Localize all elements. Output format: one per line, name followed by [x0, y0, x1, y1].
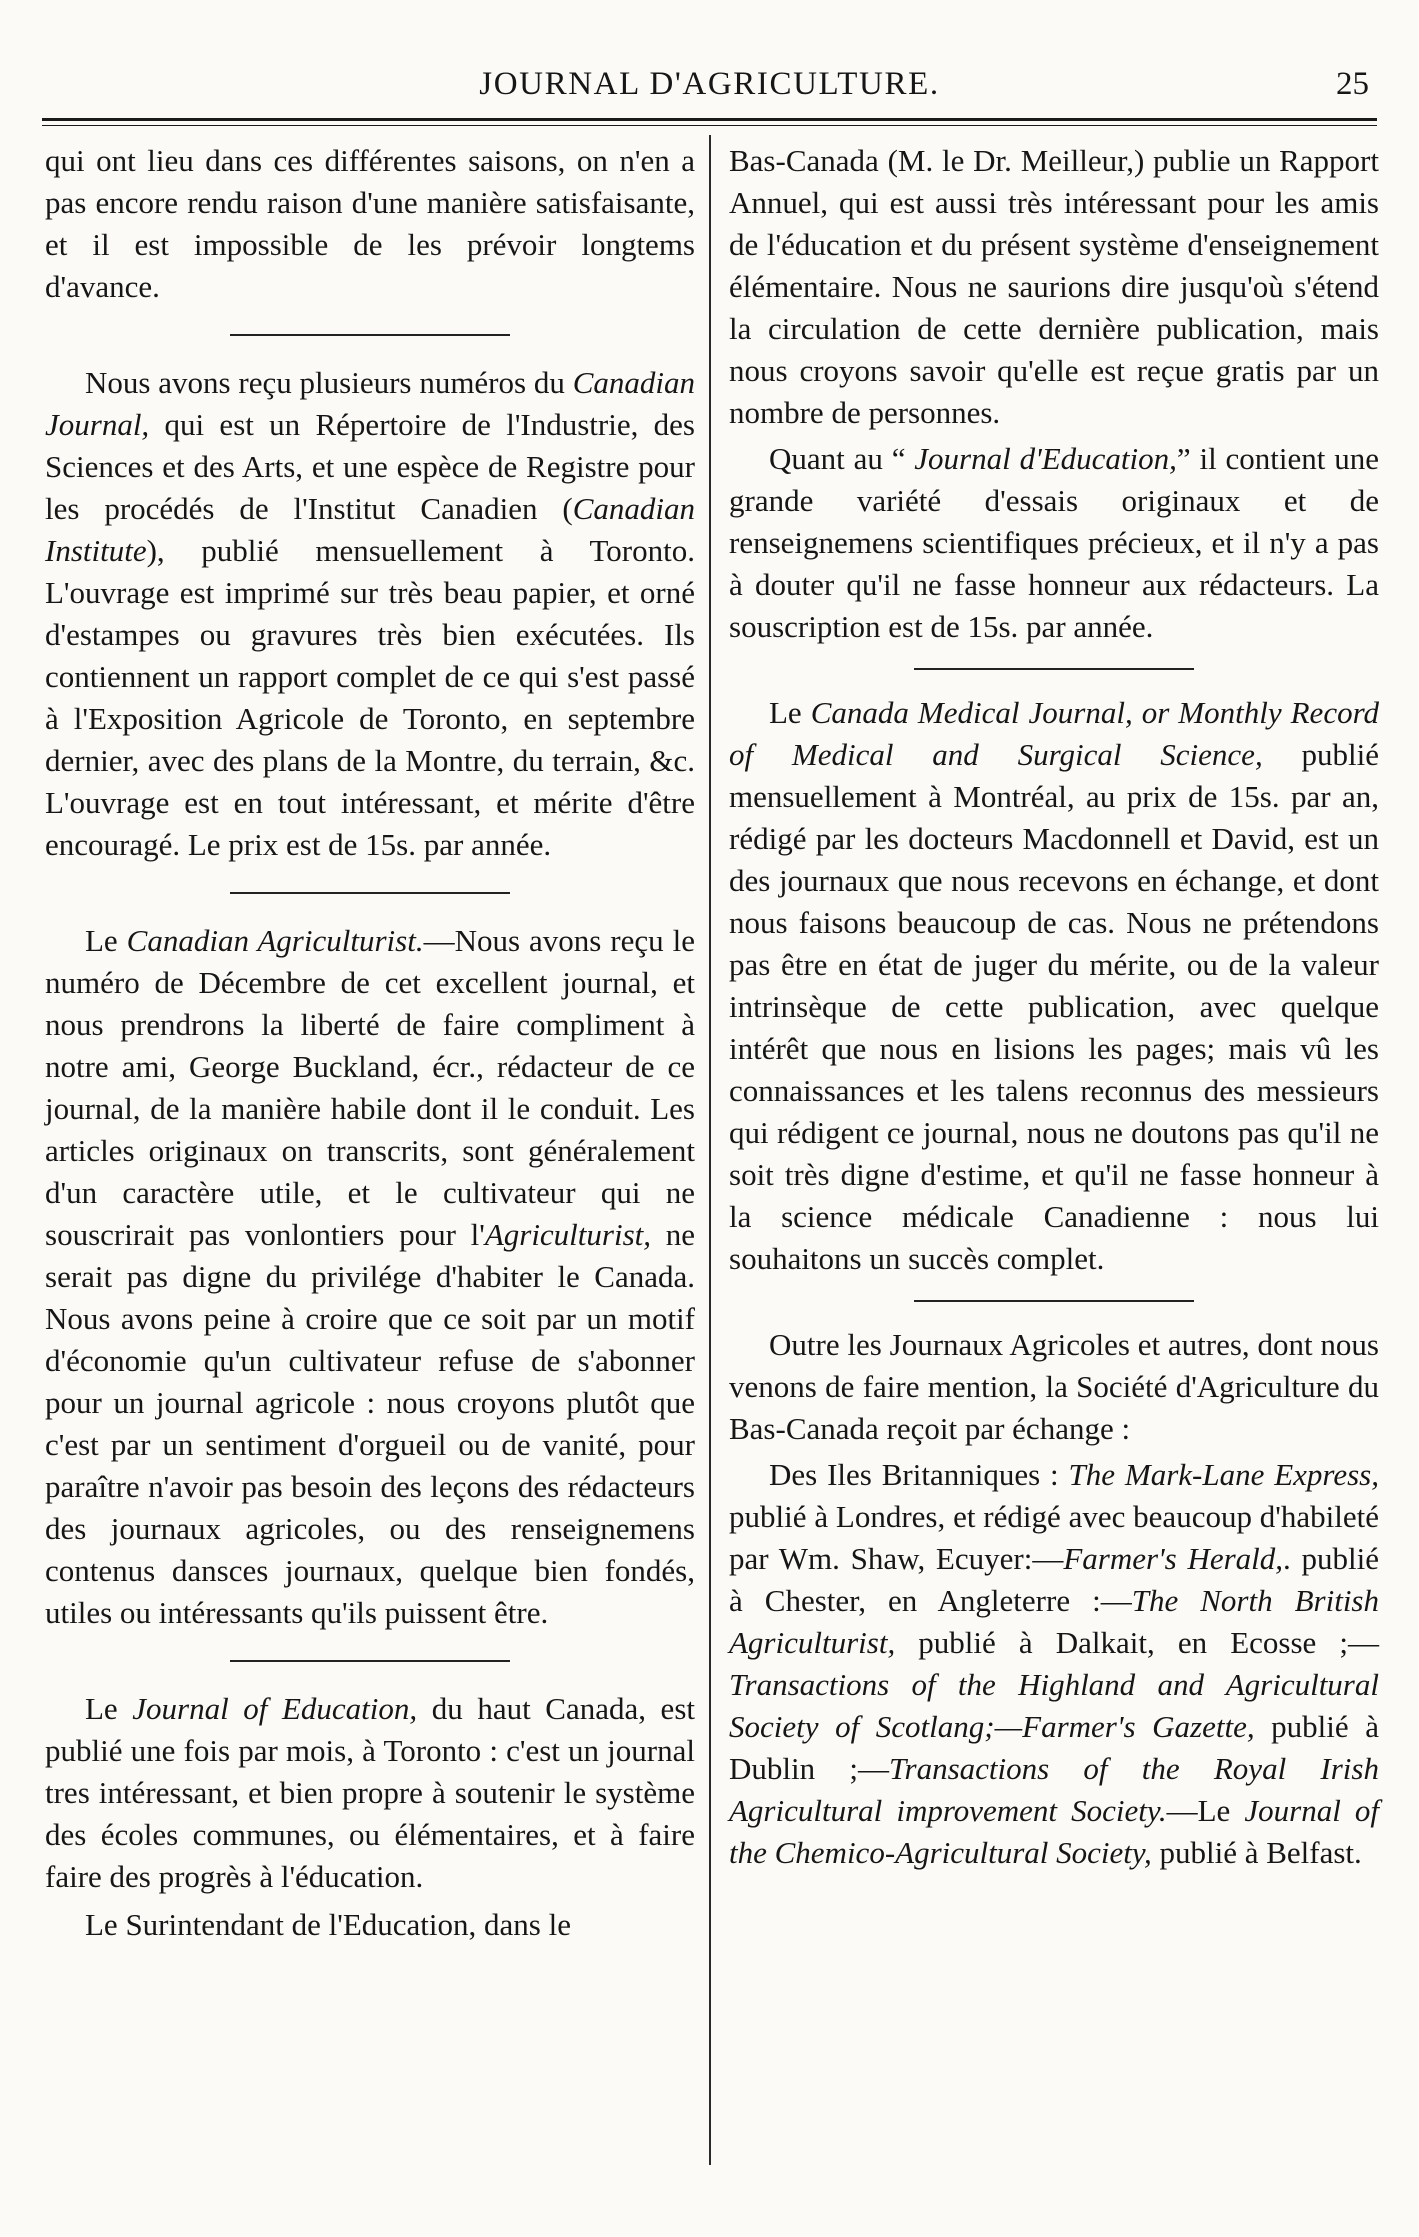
paragraph-iles-britanniques — [729, 1454, 1379, 1874]
text-run: Le — [85, 1691, 133, 1726]
text-run: . publié à Chester, en Angleterre :— — [729, 1541, 1379, 1618]
section-separator — [230, 892, 510, 894]
text-run: publié à Belfast. — [1151, 1835, 1362, 1870]
paragraph-journal-education — [729, 438, 1379, 648]
text-run: Des Iles Britanniques : — [769, 1457, 1069, 1492]
text-run: Nous avons reçu plusieurs numéros du — [85, 365, 573, 400]
italic-title: Agriculturist, — [484, 1217, 652, 1252]
text-run: Le — [769, 695, 811, 730]
paragraph-rapport-annuel: Bas-Canada (M. le Dr. Meilleur,) publie un Rapport Annuel, qui est aussi très intéressant pour les amis de l'éducation et du présent système d'enseignement élémentaire. Nous ne saurions dire jusqu'où s'étend la circulation de cette dernière publication, mais nous croyons savoir qu'elle est reçue gratis par un nombre de personnes. — [729, 143, 1379, 430]
italic-title: Journal of Education, — [132, 1691, 418, 1726]
italic-title: Canadian Journal, — [45, 365, 695, 442]
text-run: publié à Londres, et rédigé avec beaucoup d'habileté par Wm. Shaw, Ecuyer:— — [729, 1499, 1379, 1576]
text-run: publié à Dalkait, en Ecosse ;— — [895, 1625, 1379, 1660]
text-run: Quant au “ — [769, 441, 915, 476]
left-column — [45, 140, 695, 1946]
text-run: publié à Dublin ;— — [729, 1709, 1380, 1786]
text-run: —Le — [1166, 1793, 1245, 1828]
text-run: ), publié mensuellement à Toronto. L'ouvrage est imprimé sur très beau papier, et orné d'estampes ou gravures très bien exécutées. Ils contiennent un rapport complet de ce qui s'est passé à l'Exposition Agricole de Toronto, en septembre dernier, avec des plans de la Montre, du terrain, &c. L'ouvrage est en tout intéressant, et mérite d'être encouragé. Le prix est de 15s. par année. — [45, 533, 695, 862]
italic-title: Canadian Agriculturist. — [126, 923, 424, 958]
italic-title: Farmer's Herald, — [1063, 1541, 1284, 1576]
italic-title: Canadian Institute — [45, 491, 695, 568]
running-title: JOURNAL D'AGRICULTURE. — [479, 66, 940, 102]
text-run: qui est un Répertoire de l'Industrie, des Sciences et des Arts, et une espèce de Registre pour les procédés de l'Institut Canadien ( — [45, 407, 695, 526]
text-run: ne serait pas digne du privilége d'habiter le Canada. Nous avons peine à croire que ce soit par un motif d'économie qu'un cultivateur refuse de s'abonner pour un journal agricole : nous croyons plutôt que c'est par un sentiment d'orgueil ou de vanité, pour paraître n'avoir pas besoin des leçons des rédacteurs des journaux agricoles, ou des renseignemens contenus dansces journaux, quelque bien fondés, utiles ou intéressants qu'ils puissent être. — [45, 1217, 695, 1630]
column-divider — [709, 135, 711, 2165]
paragraph-journal-of-education — [45, 1688, 695, 1898]
italic-title: Journal d'Education, — [914, 441, 1177, 476]
section-separator — [914, 668, 1194, 670]
section-separator — [914, 1300, 1194, 1302]
italic-title: Journal of the Chemico-Agricultural Society, — [729, 1793, 1379, 1870]
italic-title: Transactions of the Royal Irish Agricultural improvement Society. — [729, 1751, 1379, 1828]
page-number: 25 — [1336, 66, 1369, 102]
page-header — [42, 62, 1377, 112]
paragraph-canadian-agriculturist — [45, 920, 695, 1634]
header-rule-thick — [42, 118, 1377, 121]
text-run: Le — [85, 923, 127, 958]
header-rule-thin — [42, 125, 1377, 126]
paragraph-medical-journal — [729, 692, 1379, 1280]
right-column — [729, 140, 1379, 1874]
italic-title: The Mark-Lane Express, — [1068, 1457, 1379, 1492]
text-run: du haut Canada, est publié une fois par mois, à Toronto : c'est un journal tres intéressant, et bien propre à soutenir le système des écoles communes, ou élémentaires, et à faire faire des progrès à l'éducation. — [45, 1691, 695, 1894]
paragraph-continued: qui ont lieu dans ces différentes saisons, on n'en a pas encore rendu raison d'une manière satisfaisante, et il est impossible de les prévoir longtems d'avance. — [45, 143, 695, 304]
italic-title: The North British Agriculturist, — [729, 1583, 1379, 1660]
text-run: ” il contient une grande variété d'essais originaux et de renseignemens scientifiques précieux, et il n'y a pas à douter qu'il ne fasse honneur aux rédacteurs. La souscription est de 15s. par année. — [729, 441, 1379, 644]
paragraph-outre-les-journaux: Outre les Journaux Agricoles et autres, dont nous venons de faire mention, la Société d'Agriculture du Bas-Canada reçoit par échange : — [729, 1327, 1379, 1446]
italic-title: Canada Medical Journal, or Monthly Record of Medical and Surgical Science, — [729, 695, 1379, 772]
section-separator — [230, 1660, 510, 1662]
text-run: publié mensuellement à Montréal, au prix de 15s. par an, rédigé par les docteurs Macdonnell et David, est un des journaux que nous recevons en échange, et dont nous faisons beaucoup de cas. Nous ne prétendons pas être en état de juger du mérite, ou de la valeur intrinsèque de cette publication, avec quelque intérêt que nous en lisions les pages; mais vû les connaissances et les talens reconnus des messieurs qui rédigent ce journal, nous ne doutons pas qu'il ne soit très digne d'estime, et qu'il ne fasse honneur à la science médicale Canadienne : nous lui souhaitons un succès complet. — [729, 737, 1379, 1276]
text-run: —Nous avons reçu le numéro de Décembre de cet excellent journal, et nous prendrons la liberté de faire compliment à notre ami, George Buckland, écr., rédacteur de ce journal, de la manière habile dont il le conduit. Les articles originaux on transcrits, sont généralement d'un caractère utile, et le cultivateur qui ne souscrirait pas vonlontiers pour l' — [45, 923, 695, 1252]
italic-title: Transactions of the Highland and Agricultural Society of Scotlang;—Farmer's Gazette, — [729, 1667, 1379, 1744]
section-separator — [230, 334, 510, 336]
paragraph-canadian-journal — [45, 362, 695, 866]
paragraph-surintendant: Le Surintendant de l'Education, dans le — [85, 1907, 571, 1942]
